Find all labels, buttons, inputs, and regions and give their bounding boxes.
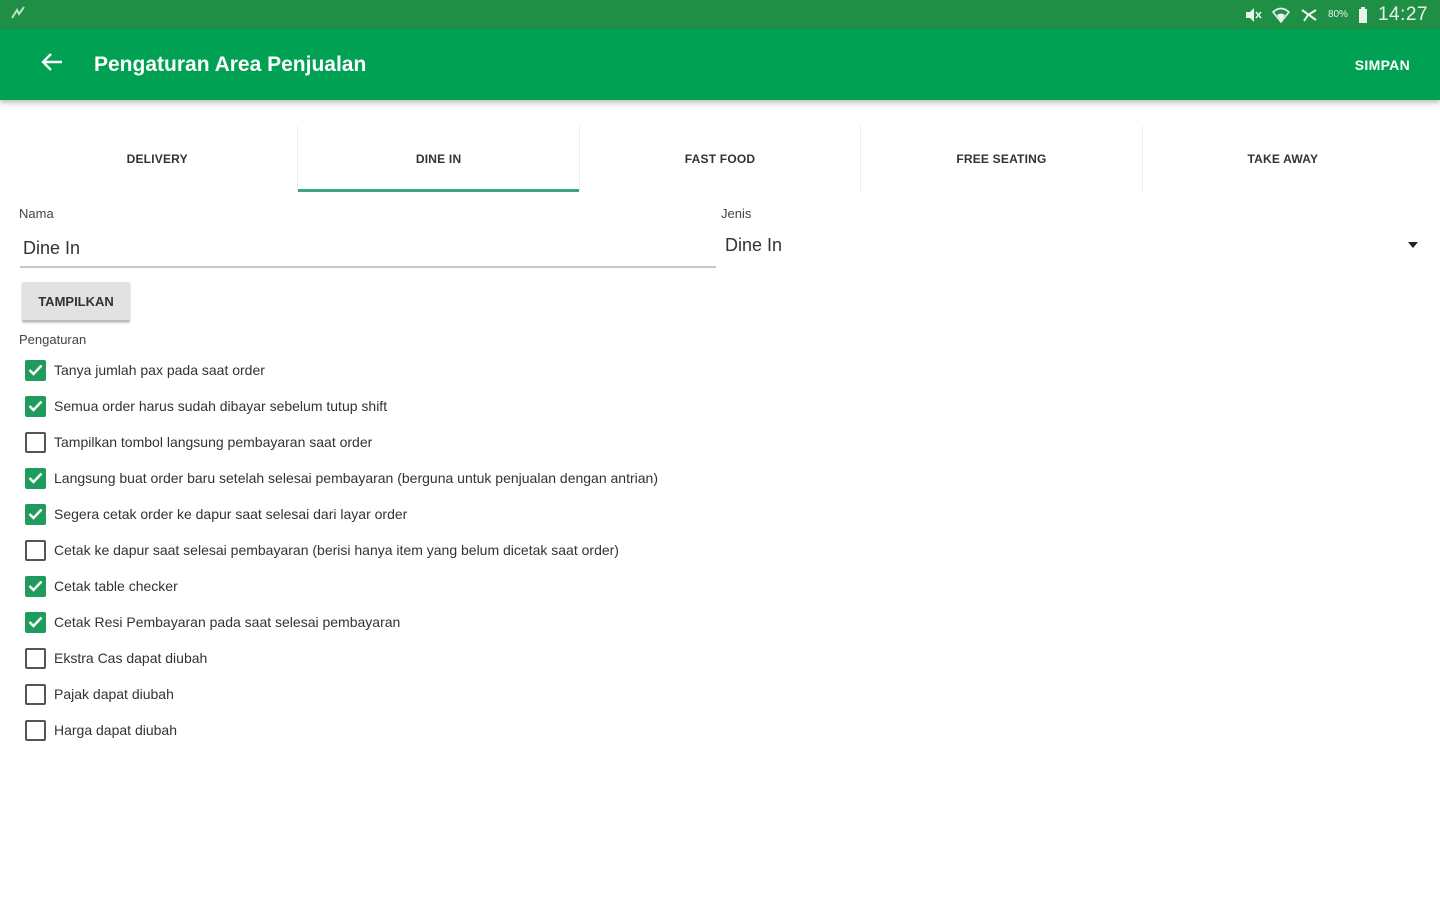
check-icon [28, 472, 43, 484]
checkbox[interactable] [25, 396, 46, 417]
checkbox-label: Semua order harus sudah dibayar sebelum tutup shift [54, 398, 388, 414]
settings-list [25, 352, 825, 748]
tab-label: DELIVERY [126, 152, 188, 166]
checkbox-label: Harga dapat diubah [54, 722, 177, 738]
setting-item-cetak-ke-dapur-saat-selesai-pembayaran-b[interactable] [25, 532, 825, 568]
app-bar [0, 29, 1440, 100]
checkbox[interactable] [25, 540, 46, 561]
setting-item-pajak-dapat-diubah[interactable] [25, 676, 825, 712]
arrow-left-icon [41, 53, 63, 76]
setting-item-tanya-jumlah-pax-pada-saat-order[interactable] [25, 352, 825, 388]
checkbox-label: Segera cetak order ke dapur saat selesai dari layar order [54, 506, 408, 522]
tab-delivery[interactable] [17, 126, 298, 192]
checkbox[interactable] [25, 432, 46, 453]
check-icon [28, 580, 43, 592]
tab-label: TAKE AWAY [1247, 152, 1319, 166]
check-icon [28, 616, 43, 628]
checkbox[interactable] [25, 576, 46, 597]
notification-icon [10, 6, 26, 23]
checkbox[interactable] [25, 612, 46, 633]
tab-free-seating[interactable] [861, 126, 1142, 192]
check-icon [28, 364, 43, 376]
checkbox-label: Cetak table checker [54, 578, 178, 594]
tab-label: DINE IN [415, 152, 462, 166]
save-button[interactable]: SIMPAN [1347, 49, 1418, 81]
checkbox[interactable] [25, 648, 46, 669]
page-title: Pengaturan Area Penjualan [94, 52, 367, 76]
checkbox[interactable] [25, 468, 46, 489]
type-dropdown-value: Dine In [725, 234, 783, 255]
sales-area-tabs [17, 126, 1423, 192]
checkbox[interactable] [25, 504, 46, 525]
setting-item-semua-order-harus-sudah-dibayar-sebelum-[interactable] [25, 388, 825, 424]
checkbox[interactable] [25, 684, 46, 705]
checkbox[interactable] [25, 720, 46, 741]
clock: 14:27 [1377, 3, 1428, 25]
checkbox-label: Cetak Resi Pembayaran pada saat selesai pembayaran [54, 614, 401, 630]
checkbox-label: Langsung buat order baru setelah selesai pembayaran (berguna untuk penjualan dengan antrian) [54, 470, 658, 486]
battery-percentage: 80% [1327, 9, 1348, 20]
setting-item-cetak-resi-pembayaran-pada-saat-selesai-[interactable] [25, 604, 825, 640]
tab-label: FREE SEATING [956, 152, 1047, 166]
check-icon [28, 400, 43, 412]
setting-item-ekstra-cas-dapat-diubah[interactable] [25, 640, 825, 676]
type-label: Jenis [721, 206, 752, 221]
back-button[interactable] [27, 40, 77, 90]
status-bar [0, 0, 1440, 29]
setting-item-tampilkan-tombol-langsung-pembayaran-saa[interactable] [25, 424, 825, 460]
checkbox-label: Pajak dapat diubah [54, 686, 174, 702]
type-dropdown[interactable] [722, 228, 1422, 262]
checkbox-label: Tampilkan tombol langsung pembayaran saat order [54, 434, 373, 450]
setting-item-langsung-buat-order-baru-setelah-selesai[interactable] [25, 460, 825, 496]
battery-icon [1358, 7, 1368, 23]
status-right [1244, 4, 1428, 26]
dropdown-arrow-icon [1408, 242, 1418, 248]
airplane-icon [1300, 7, 1318, 23]
name-input[interactable] [20, 230, 716, 268]
status-left [10, 6, 26, 23]
setting-item-harga-dapat-diubah[interactable] [25, 712, 825, 748]
wifi-icon [1272, 7, 1290, 23]
tab-label: FAST FOOD [684, 152, 756, 166]
tab-take-away[interactable] [1143, 126, 1423, 192]
tab-fast-food[interactable] [580, 126, 861, 192]
check-icon [28, 508, 43, 520]
checkbox[interactable] [25, 360, 46, 381]
setting-item-segera-cetak-order-ke-dapur-saat-selesai[interactable] [25, 496, 825, 532]
checkbox-label: Tanya jumlah pax pada saat order [54, 362, 265, 378]
name-label: Nama [19, 206, 54, 221]
settings-label: Pengaturan [19, 332, 87, 347]
tab-dine-in[interactable] [298, 126, 579, 192]
show-button[interactable]: TAMPILKAN [22, 282, 130, 322]
mute-icon [1244, 7, 1262, 23]
checkbox-label: Cetak ke dapur saat selesai pembayaran (berisi hanya item yang belum dicetak saat order) [54, 542, 619, 558]
setting-item-cetak-table-checker[interactable] [25, 568, 825, 604]
checkbox-label: Ekstra Cas dapat diubah [54, 650, 208, 666]
